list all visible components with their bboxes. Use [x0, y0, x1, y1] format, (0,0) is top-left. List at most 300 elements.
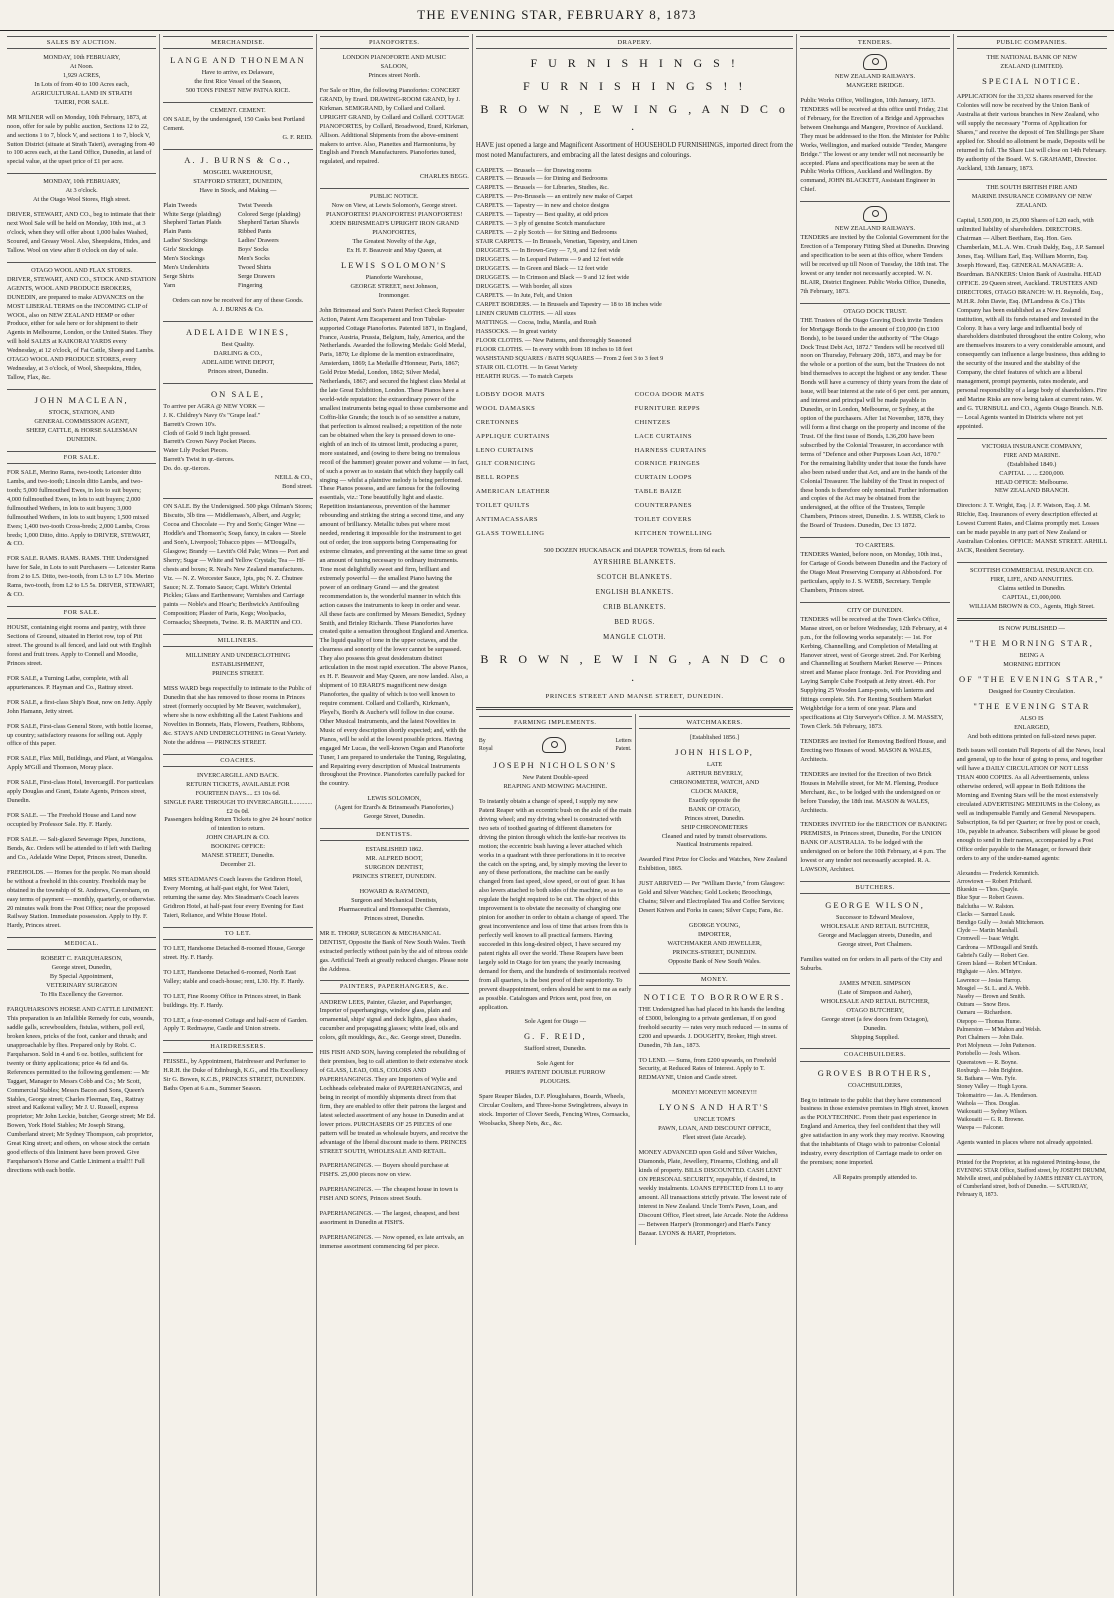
ad-body: MONEY ADVANCED upon Gold and Silver Watches, Diamonds, Plate, Jewellery, Firearms, Clothing, and all kinds of property. BILLS DISCOUNTED. CASH LENT ON PERSONAL SECURITY, repayable, if desired, in weekly instalments. LOANS EFFECTED from L1 to any amount. All transactions strictly private. The lowest rate of interest in New Zealand. Uncle Tom's Pawn, Loan, and Discount Office, Fleet street, late Arcade. Note the Address — Between Harper's (Ironmonger) and Hart's Fancy Bazaar. LYONS & HART, Proprietors.	[638, 1149, 789, 1237]
borrowers-notice-title: NOTICE TO BORROWERS.	[643, 991, 786, 1002]
drapery-grid-item: CURTAIN LOOPS	[634, 474, 693, 482]
ad-line: NEW ZEALAND RAILWAYS.	[834, 73, 916, 81]
divider	[163, 149, 312, 150]
ad-line: At the Otago Wool Stores, High street.	[32, 196, 131, 204]
ad-signature: LEWIS SOLOMON,	[367, 795, 421, 803]
masthead-title: THE EVENING STAR, FEBRUARY 8, 1873	[417, 7, 697, 22]
blanket-item: BED RUGS.	[614, 618, 655, 626]
drapery-items	[476, 167, 794, 383]
ad-line: "THE EVENING STAR	[973, 700, 1091, 711]
towels-line: 500 DOZEN HUCKABACK and DIAPER TOWELS, from 6d each.	[543, 547, 726, 555]
divider	[163, 321, 312, 322]
ad-line: UNCLE TOM'S	[694, 1116, 735, 1124]
piano-saloon-ad	[320, 54, 469, 81]
ad-line: VETERINARY SURGEON	[46, 982, 118, 990]
ad-line: Sole Agent for Otago —	[524, 1018, 587, 1026]
divider	[800, 537, 949, 538]
agent-item: Port Molyneux — John Patterson.	[956, 1043, 1036, 1050]
ad-line: Ironmonger.	[378, 291, 410, 299]
auction-ad-wool	[7, 178, 156, 205]
ad-line: Fleet street (late Arcade).	[682, 1134, 747, 1142]
stock-item: Shepherd Tartan Shawls	[237, 219, 299, 227]
stock-item: Serge Drawers	[237, 273, 276, 281]
agents-list	[957, 870, 1107, 1133]
label-line: Patent.	[615, 746, 632, 752]
agent-item: Warepa — Falconer.	[956, 1125, 1005, 1132]
stock-item: White Serge (plaiding)	[163, 210, 221, 218]
ad-name: ON SALE,	[211, 388, 265, 399]
stock-item: Men's Stockings	[163, 255, 205, 263]
drapery-item: CARPETS. — 3 ply of genuine Scotch manufacture	[475, 220, 606, 228]
ad-body: Directors: J. T. Wright, Esq. | J. F. Watson, Esq. J. M. Ritchie, Esq. Insurances of every description effected at Lowest Current Rates, and Claims promptly met. Losses can be made payable in any part of New Zealand or Australian Colonies. OFFICE: MANSE STREET. ARHILL JACK, Resident Secretary.	[956, 502, 1107, 555]
ad-line: SALOON,	[380, 63, 408, 71]
ad-body: For Sale or Hire, the following Pianofortes: CONCERT GRAND, by Erard. DRAWING-ROOM GRAND, by J. Kirkman. SEMIGRAND, by Collard and Collard. UPRIGHT GRAND, by Collard and Collard. COTTAGE PIANOFORTES, by Collard, Broadwood, Erard, Kirkman, Allison. Additional Shipments from the above-eminent makers to arrive. Also, Pianettes and Harmoniums, by English and French Manufacturers. Pianofortes tuned, regulated, and repaired.	[319, 86, 469, 166]
ad-name: ADELAIDE WINES,	[185, 326, 290, 337]
section-header: WATCHMAKERS.	[639, 716, 791, 729]
stock-item: Girls' Stockings	[163, 246, 204, 254]
drapery-item: CARPETS. — Tapestry — in new and choice designs	[475, 202, 610, 210]
ad-body: ON SALE. By the Undersigned. 500 pkgs Oilman's Stores; Biscuits, 3lb tins — Middlemass's, Albert, and Argyle; Cocoa and Chocolate — Fry and Son's; Ginger Wine — Hoddle's and Thomson's; Soap, fancy, in cakes — Steele and Son's, Liverpool; Tobacco pipes — M'Dougall's, Glasgow; Brandy — Levitt's Old Pale; Wines — Port and Sherry; Sugar — White and Yellow Crystals; Tea — Hf-chests and boxes; R. Neal's New Zealand manufactures. Viz. — N. Z. Worcester Sauce, 1pts, pts; N. Z. Chutnee Sauce; N. Z. Tomato Sauce; Capt. White's Oriental Pickles; Glass and Earthenware; Varnishes and Carriage paints — Noble's and Hoar's; Berthwick's Antifouling Composition; Plaster of Paris, Kegs; Woolpacks, Cornsacks; Sheepnets, Twine. R. B. MARTIN and CO.	[163, 503, 313, 627]
ad-line: BANK OF OTAGO,	[688, 805, 741, 813]
ad-body: John Brinsmead and Son's Patent Perfect Check Repeater Action, Patent Arm Escapement and Iron Tubular-supported Cottage Pianofortes. Patented 1871, in England, France, Austria, Prussia, Belgium, Italy, America, and the Netherlands. Awarded the following Medals: Gold Medal, Paris, 1870; Le diplome de la mention extraordinaire, Amsterdam, 1869; La Medaille d'Honneur, Paris, 1867; Gold Prize Medal, London, 1862; Silver Medal, Netherlands, 1867; and secured the highest class Medal at the late Great Exhibition, London. These Pianos have a world-wide reputation: the extraordinary power of the smallest instruments being equal to those cumbersome and Coffin-like Grands; the touch is of so sensitive a nature, that perfection is almost realised; a repetition of the note can be obtained when the key is pressed down to one-eighth of an inch of its utmost limit, producing a purer, more sustained, and (owing to there being no tremulous recoil of the hammer) greater power and volume — in fact, of such a power as to sustain that which they happily call singing — whilst a plaintive melody is being performed. These Pianos possess, and are famous for the following essentials, viz.: Tone beautifully light and elastic. Repetition instantaneous, prevention of the hammer rebounding and striking the string a second time, and any amount of brilliancy. Metallic tubes put where most needed, rendering it impossible for the instrument to get out of order, the iron supports being Compensating for extreme climates, and preventing at the same time so great an amount of tuning necessary to ordinary instruments. Tone most delightfully sweet and firm, brilliant and extremely powerful — the smallest Piano having the power of an ordinary Grand — and the greatest recommendation is, the wonderful manner in which this action causes the instruments to keep in order and wear. All these facts are confirmed by Messrs Benedict, Sydney Smith, and Brinley Richards. These Pianofortes have created quite a sensation throughout England and America. The liquid quality of tone in the upper octaves, and the clearness and sonority of the lower cannot be surpassed. They also possess this great desideratum distinct articulation in the most rapid execution. The above Pianos, ex H. F. Beauvoir and May Queen, are now landed. Also, a shipment of 10 ERARD'S magnificent new design Pianofortes, the quality of which is too well known to require comment. Collard and Collard's, Kirkman's, Pleyel's, Bord's & Aucher's will follow in due course. Other Musical Instruments, and the latest Novelties in Music of every description shortly expected; and, with the Pianos, will be sold at the lowest possible prices. Having engaged Mr Lucas, the well-known Organ and Pianoforte Tuner, I am prepared to undertake the Tuning, Regulating, and Repairing every description of Musical Instruments throughout the Province. Pianofortes carefully packed for the country.	[319, 306, 469, 788]
farquharson-ad	[7, 955, 156, 1000]
ad-name: JAMES M'NEIL SIMPSON	[839, 979, 911, 987]
ad-line: Pharmaceutical and Homoepathic Chemists,	[338, 905, 451, 913]
ad-line: GEORGE STREET, next Johnson,	[350, 282, 438, 290]
blanket-item: MANGLE CLOTH.	[603, 633, 667, 641]
divider	[957, 1154, 1107, 1155]
ad-line: LATE	[706, 761, 723, 768]
agent-item: Blue Spur — Robert Graves.	[956, 895, 1024, 902]
stock-item: Boys' Socks	[237, 246, 269, 254]
ad-name: THE NATIONAL BANK OF NEW	[986, 54, 1078, 62]
drapery-grid-item: TOILET QUILTS	[475, 501, 530, 509]
drapery-grid-item: KITCHEN TOWELLING	[634, 529, 713, 537]
ad-line: Princes street, Dunedin.	[684, 814, 745, 822]
ad-line: BOOKING OFFICE:	[210, 843, 265, 851]
ad-line: OTAGO BUTCHERY,	[846, 1006, 904, 1014]
agent-item: Tokomairiro — Jas. A. Henderson.	[956, 1092, 1038, 1099]
column-tenders	[797, 34, 953, 1596]
ad-body: FARQUHARSON'S HORSE AND CATTLE LINIMENT. This preparation is an Infallible Remedy for cuts, wounds, saddle galls, screwboulders, fistulas, withers, poll evil, broken knees, pricks of the foot, canker and thrush; and unapproachable by flies. Prepared only by Robt. C. Farquharson. Sold in 4 and 6 oz. bottles, sufficient for twenty or thirty applications; price 4s 6d and 6s. References permitted to the following gentlemen: — Mr Taggart, Manager to Messrs Cobb and Co.; Mr Scott, Commercial Stables; Messrs Bacon and Sons, Queen's Stables, George street; Charles Fleeman, Esq., Rattray street and Kaikorai valley; Mr J. U. Russell, express proprietor; Mr John Leckie, butcher, George street; Mr Ed. Bowen, York Hotel Stables; Mr Joseph Strang, Cumberland street; Mr Sydney Thompson, cab proprietor, Great King street; and others, on whose stock the certain good effects of this liniment have been proved. Give Farquharson's Horse and Cattle Liniment a trial!!! Full directions with each bottle.	[7, 1006, 156, 1174]
ad-line: Cloth of Gold 9 inch light pressed.	[163, 429, 251, 437]
ad-line: ZEALAND (LIMITED).	[1000, 63, 1064, 71]
simpson-butcher-ad	[800, 980, 949, 1043]
george-wilson-ad	[800, 899, 949, 950]
agent-item: Waihola — Thos. Douglas.	[956, 1100, 1020, 1107]
ad-line: BEING A	[1019, 651, 1045, 659]
drapery-grid-item: CORNICE FRINGES	[634, 460, 701, 468]
agent-item: Clyde — Martin Marshall.	[956, 928, 1019, 935]
millinery-ad	[163, 652, 312, 679]
divider	[163, 383, 312, 384]
ad-line: Designed for Country Circulation.	[988, 687, 1076, 695]
agent-item: Oamaru — Richardson.	[956, 1010, 1012, 1017]
ad-name: LEWIS SOLOMON'S	[341, 259, 448, 270]
agent-item: Cardrona — M'Dougall and Smith.	[956, 944, 1039, 951]
stock-item: Ladies' Drawers	[237, 237, 279, 245]
ad-line: MONDAY, 10th FEBRUARY,	[43, 178, 121, 186]
ad-line: Princes street North.	[368, 71, 421, 79]
agent-item: Balclutha — W. Ralston.	[956, 903, 1015, 910]
ad-body: JUST ARRIVED — Per "William Davie," from Glasgow: Gold and Silver Watches; Gold Lockets; Broochings, Chains; Silver and Electroplated Tea and Coffee Services; Desert Knives and Forks in cases; Silver Cups; Fans, &c.	[638, 880, 785, 915]
ad-line: the first Rice Vessel of the Season,	[194, 78, 282, 86]
stock-item: Colored Serge (plaiding)	[237, 210, 301, 218]
ad-line: ENLARGED,	[1014, 723, 1050, 731]
ad-signature: NEILL & CO.,	[274, 474, 313, 482]
label-line: By	[478, 737, 486, 744]
ad-line: 500 TONS FINEST NEW PATNA RICE.	[185, 87, 291, 95]
agent-item: Queenstown — R. Boyne.	[956, 1059, 1018, 1066]
ad-body: TO LET, Handsome Detached 8-roomed House, George street. Hy. F. Hardy.	[163, 944, 305, 961]
drapery-item: CARPETS. — Pro-Brussels — an entirely new make of Carpet	[475, 193, 633, 201]
drapery-item: DRUGGETS. — In Leopard Patterns — 9 and 12 feet wide	[475, 256, 624, 264]
drapery-grid-item: CRETONNES	[475, 418, 520, 426]
section-header: FOR SALE.	[7, 451, 156, 464]
ad-heading: OTAGO DOCK TRUST.	[843, 307, 907, 315]
section-header: MERCHANDISE.	[163, 36, 312, 49]
scottish-commercial-ad	[957, 567, 1107, 612]
agent-item: Blueskin — Thos. Quayle.	[956, 887, 1019, 894]
divider	[7, 173, 156, 174]
agent-item: Palmerston — M'Mahon and Welsh.	[956, 1026, 1042, 1033]
ad-line: J. K. Childrey's Navy 6's "Grape leaf."	[163, 411, 261, 419]
section-header: DRAPERY.	[476, 36, 794, 49]
ad-line: Do. do. qr.-tierces.	[163, 465, 211, 473]
section-header: MEDICAL.	[7, 937, 156, 950]
ad-heading: CITY OF DUNEDIN.	[847, 606, 904, 614]
ad-line: ARTHUR BEVERLY,	[686, 769, 743, 777]
ad-name: SCOTTISH COMMERCIAL INSURANCE CO.	[970, 567, 1094, 575]
ad-line: NEW ZEALAND BRANCH.	[994, 487, 1070, 495]
ad-body: FOR SALE. RAMS. RAMS. RAMS. THE Undersigned have for Sale, in Lots to suit Purchasers — Leicester Rams from 2 to L5. Ditto, two-tooth, from L3 to L7 10s. Merino Rams, two-tooth, from L2 to L5 5s. DRIVER, STEWART, & CO.	[7, 555, 156, 599]
ad-line: OF "THE EVENING STAR,"	[959, 673, 1105, 684]
agent-item: Naseby — Brown and Smith.	[956, 993, 1026, 1000]
ad-line: CAPITAL, £1,000,000.	[1002, 593, 1062, 601]
ad-line: IMPORTER,	[697, 930, 732, 938]
agent-item: Waikouaiti — G. R. Browne.	[956, 1117, 1025, 1124]
ad-line: CLOCK MAKER,	[690, 787, 739, 795]
drapery-item: CARPETS. — 2 ply Scotch — for Sitting and Bedrooms	[475, 229, 617, 237]
drapery-item: DRUGGETS. — In Green and Black — 12 feet wide	[475, 265, 608, 273]
drapery-item: CARPETS. — Brussels — for Libraries, Studies, &c.	[475, 184, 609, 192]
boot-dentist-ad	[320, 846, 469, 882]
divider	[800, 303, 949, 304]
ad-line: ADELAIDE WINE DEPOT,	[201, 358, 275, 366]
ad-line: DUNEDIN.	[66, 435, 97, 443]
ad-line: MILLINERY AND UNDERCLOTHING	[185, 652, 291, 660]
agent-item: Green Island — Robert M'Crakan.	[956, 961, 1037, 968]
agent-item: Port Chalmers — John Dale.	[956, 1035, 1024, 1042]
agent-item: Arrowtown — Robert Pritchard.	[956, 878, 1033, 885]
ad-line: To arrive per AGRA @ NEW YORK —	[163, 402, 265, 410]
ad-line: 1,929 ACRES,	[63, 71, 101, 79]
agent-item: Roxburgh — John Brighton.	[956, 1067, 1023, 1074]
ad-body: APPLICATION for the 33,332 shares reserved for the Colonies will now be received by the Union Bank of Australia at their various branches in New Zealand, who will supply the necessary "Forms of Application for Shares," and receive the deposit of Ten Shillings per Share applied for. Should no allotment be made, Deposits will be returned in full. The Share List will close on 14th February. By authority of the Board. W. S. GRAHAME, Director. Auckland, 13th January, 1873.	[956, 93, 1107, 172]
ad-line: CHRONOMETER, WATCH, AND	[669, 778, 760, 786]
ad-line: (Agent for Erard's & Brinsmead's Pianofortes,)	[335, 804, 454, 812]
section-header: FARMING IMPLEMENTS.	[479, 716, 632, 729]
ad-body: FOR SALE, a Turning Lathe, complete, with all appurtenances. P. Hayman and Co., Rattray street.	[7, 674, 134, 691]
drapery-grid-item: AMERICAN LEATHER	[475, 488, 551, 496]
divider	[163, 498, 312, 499]
invercargill-coach-ad	[163, 772, 312, 870]
drapery-item: CARPETS. — Brussels — for Drawing rooms	[475, 166, 592, 174]
ad-line: TAIERI, FOR SALE.	[54, 98, 109, 106]
agent-item: Stoney Valley — Hugh Lyons.	[956, 1084, 1028, 1091]
drapery-grid-item: APPLIQUE CURTAINS	[475, 432, 550, 440]
ad-line: Claims settled in Dunedin.	[998, 584, 1066, 592]
ad-body: TENDERS are invited for the Erection of two Brick Houses in Melville street, for Mr M. Fleming, Produce Merchant, &c., to be lodged with the undersigned on or before Tuesday, the 18th inst. MASON & WALES, Architects.	[800, 770, 941, 814]
drapery-item: STAIR CARPETS. — In Brussels, Venetian, Tapestry, and Linen	[475, 238, 637, 246]
section-header: TO LET.	[163, 927, 312, 940]
ad-signature: A. J. BURNS & Co.	[212, 305, 264, 313]
howard-raymond-ad	[320, 888, 469, 924]
auction-ad-strath-taieri	[7, 54, 156, 108]
ad-line: To His Excellency the Governor.	[40, 991, 123, 999]
ad-line: ALSO IS	[1020, 714, 1044, 722]
agent-item: Bendigo Gully — Josiah Mitchenson.	[956, 919, 1045, 926]
ad-line: AGRICULTURAL LAND IN STRATH	[31, 89, 133, 97]
section-header: COACHBUILDERS.	[800, 1048, 949, 1061]
ad-line: MARINE INSURANCE COMPANY OF NEW ZEALAND.	[971, 193, 1092, 210]
ad-line: SURGEON DENTIST,	[364, 864, 424, 872]
ad-name: LYONS AND HART'S	[659, 1102, 770, 1113]
ad-line: At Noon.	[69, 63, 94, 71]
ad-line: WHOLESALE AND RETAIL BUTCHER,	[820, 923, 930, 931]
ad-line: JOHN CHAPLIN & CO.	[206, 834, 270, 842]
ad-name: G. F. REID,	[523, 1031, 587, 1042]
blanket-item: SCOTCH BLANKETS.	[596, 573, 673, 581]
mangere-heading	[800, 73, 949, 91]
agent-item: Alexandra — Frederick Kemmitch.	[956, 870, 1040, 877]
ad-body: MISS WARD begs respectfully to intimate to the Public of Dunedin that she has removed to those rooms in Princes street (formerly occupied by Mr Beaver, watchmaker), where she is now exhibiting all the Latest Fashions and Novelties in Bonnets, Hats, Flowers, Feathers, Ribbons, &c. STAYS AND UNDERCLOTHING in Great Variety. Note the address — PRINCES STREET.	[163, 685, 312, 746]
ad-signature: CHARLES BEGG.	[419, 173, 469, 181]
page-columns	[4, 34, 1110, 1596]
ad-body: PAPERHANGINGS. — Buyers should purchase at FISH'S. 25,000 pieces now on view.	[319, 1162, 449, 1179]
blanket-item: ENGLISH BLANKETS.	[595, 588, 674, 596]
groves-ad	[800, 1067, 949, 1091]
drapery-item: HASSOCKS. — In great variety	[475, 328, 557, 336]
ad-name: ROBERT C. FARQUHARSON,	[40, 955, 123, 963]
neill-tobacco-ad	[163, 388, 312, 492]
blanket-item: CRIB BLANKETS.	[603, 603, 667, 611]
ad-line: Shipping Supplied.	[850, 1033, 900, 1041]
lange-thoneman-ad	[163, 54, 312, 96]
drapery-item: MATTINGS. — Cocoa, India, Manila, and Rush	[475, 319, 597, 327]
ad-line: Orders can now be received for any of these Goods.	[172, 296, 304, 304]
drapery-item: DRUGGETS. — In Brown-Grey — 7, 9, and 12 feet wide	[475, 247, 621, 255]
ad-name: LANGE AND THONEMAN	[170, 55, 306, 66]
ad-line: The Greatest Novelty of the Age,	[352, 237, 437, 245]
ad-body: TO LET, Handsome Detached 6-roomed, North East Valley; stable and coach-house; rent, L30. Hy. F. Hardy.	[163, 968, 305, 985]
ad-body: Agents wanted in places where not already appointed.	[956, 1138, 1093, 1146]
ad-line: CAPITAL ... ... £200,000.	[999, 469, 1065, 477]
ad-name: GROVES BROTHERS,	[817, 1067, 933, 1078]
blankets-list	[476, 556, 794, 646]
stock-item: Shepherd Tartan Plaids	[163, 219, 222, 227]
ad-body: Families waited on for orders in all parts of the City and Suburbs.	[800, 956, 942, 972]
section-header: PIANOFORTES.	[320, 36, 469, 49]
drapery-grid-item: BELL ROPES	[475, 474, 520, 482]
ad-signature: G. F. REID.	[282, 133, 313, 141]
drapery-item: DRUGGETS. — With border, all sizes	[475, 283, 573, 291]
ad-line: ON SALE, by the undersigned, 150 Casks best Portland Cement.	[163, 115, 305, 132]
divider	[7, 262, 156, 263]
ad-line: PIRIE'S PATENT DOUBLE FURROW	[505, 1069, 606, 1077]
ad-body: DRIVER, STEWART, AND CO., beg to intimate that their next Wool Sale will be held on Monday, 10th inst., at 3 o'clock, when they will offer about 1,000 bales Washed, Scoured, and Greasy Wool. Also, Sheepskins, Hides, and Tallow. Wool on view after 8 o'clock on day of sale.	[7, 211, 156, 254]
drapery-item: FLOOR CLOTHS. — New Patterns, and thoroughly Seasoned	[475, 337, 632, 345]
ad-line: Successor to Edward Mealove,	[836, 914, 915, 922]
ad-line: Princes street, Dunedin.	[207, 367, 269, 375]
ad-body: FOR SALE. — Salt-glazed Sewerage Pipes, Junctions, Bends, &c. Orders will be attended to if left with Darling and Co., Adelaide Wine Depot, Princes street, Dunedin.	[7, 835, 152, 861]
ad-line: Dunedin.	[863, 1024, 887, 1032]
ad-line: GENERAL COMMISSION AGENT,	[34, 418, 129, 426]
furnishings-title: F U R N I S H I N G S !	[530, 56, 739, 71]
ad-line: PIANOFORTES! PIANOFORTES! PIANOFORTES!	[326, 211, 463, 219]
ad-line: Nautical Instruments repaired.	[676, 841, 753, 849]
divider	[476, 707, 794, 710]
coat-of-arms-icon	[863, 54, 887, 70]
section-header: HAIRDRESSERS.	[163, 1040, 312, 1053]
ad-line: MORNING EDITION	[1003, 660, 1061, 668]
section-header: PUBLIC COMPANIES.	[957, 36, 1107, 49]
ad-line: STOCK, STATION, AND	[48, 409, 115, 417]
drapery-item: HEARTH RUGS. — To match Carpets	[475, 373, 573, 381]
solomon-signature	[320, 795, 469, 822]
ad-line: WATCHMAKER AND JEWELLER,	[667, 939, 762, 947]
ad-body: TENDERS Wanted, before noon, on Monday, 10th inst., for Cartage of Goods between Dunedin and the Factory of the Otago Meat Preserving Company at Abbotsford. For particulars, apply to J. S. WEBB, Secretary. Temple Chambers, Princes street.	[800, 551, 948, 594]
ad-line: By Special Appointment,	[49, 973, 114, 981]
drapery-grid	[476, 388, 794, 540]
stock-item: Men's Socks	[237, 255, 270, 263]
coat-of-arms-icon	[863, 206, 887, 222]
drapery-item: CARPETS. — Tapestry — Best quality, at odd prices	[475, 211, 609, 219]
ad-body: To instantly obtain a change of speed, I supply my new Patent Reaper with an eccentric bush on the axle of the main driving wheel; and my driving wheel is constructed with two sets of toothed gearing of different diameters for driving the pinion through which the knife-bar receives its motion; the eccentric bush having a lever attached which works in a quadrant with three perforations in it to receive the catch on the spring, and, by simply moving the lever to any of these perforations, the machine can be easily changed from fast speed, slow speed, or out of gear. It has also levers attached to both sides of the machine, so as to regulate the height required to be cut. The object of this improvement is to obviate the necessity of changing one pinion for another in order to obtain a change of speed. The great inconvenience and loss of time that arises from this is perfectly well known to all practical farmers. Having succeeded in this long-desired object, I have secured my patent rights all over the world. These Reapers have been largely sold in Otago for ten years; the yearly increasing demand for them, and the hundreds of testimonials received from all quarters, is the best proof of their superiority. To prevent disappointment, orders should be sent to me as early as possible. Catalogues and Prices sent, post free, on application.	[478, 797, 632, 1011]
stock-item: Yarn	[163, 282, 176, 290]
ad-line: Barrett's Crown 10's.	[163, 420, 217, 428]
ad-body: ANDREW LEES, Painter, Glazier, and Paperhanger, Importer of paperhangings, window glass, plain and ornamental, ships' signal and deck lights, glass shades, cucumber and propagating glasses; white lead, oils and colors, gilt mouldings, &c., &c. George street, Dunedin.	[319, 998, 462, 1042]
reid-sole-agent	[479, 1018, 632, 1054]
agent-item: Gabriel's Gully — Robert Gee.	[956, 952, 1029, 959]
ad-line: COACHBUILDERS,	[847, 1081, 903, 1089]
ad-heading: TO CARTERS.	[855, 542, 895, 550]
ad-line: Barrett's Twist in qr.-tierces.	[163, 456, 235, 464]
ad-footer: All Repairs promptly attended to.	[832, 1174, 918, 1182]
ad-body: Public Works Office, Wellington, 10th January, 1873. TENDERS will be received at this office until Friday, 21st of February, for the Erection of a Bridge and Approaches between Onehunga and Mangere, Province of Auckland. They must be addressed to the Hon. the Minister for Public Works, Wellington, and marked outside "Tender, Mangere Bridge." The lowest or any tender will not necessarily be accepted. Plans and specifications may be seen at the Public Works Offices, Auckland and Wellington. By command, JOHN BLACKETT, Assistant Engineer in Chief.	[800, 96, 950, 194]
drapery-grid-item: TOILET COVERS	[634, 515, 692, 523]
ad-line: MANSE STREET, Dunedin.	[201, 852, 275, 860]
ad-name: GEORGE WILSON,	[825, 900, 925, 911]
ad-body: PAPERHANGINGS. — The largest, cheapest, and best assortment in Dunedin at FISH'S.	[319, 1210, 460, 1227]
ad-line: PAWN, LOAN, AND DISCOUNT OFFICE,	[658, 1125, 771, 1133]
ad-body: Both issues will contain Full Reports of all the News, local and general, up to the hour of going to press, and together will have a DAILY CIRCULATION OF NOT LESS THAN 4000 COPIES. As all Advertisements, unless otherwise ordered, will appear in Both Editions the Morning and Evening Stars will be the most extensively circulated ADVERTISING MEDIUMS in the Colony, as well as indispensable Family and General Newspapers. Subscription, 6s 6d per Quarter; or free by post or coach, 10s, payable in advance. Subscribers will please be good enough to send in their names, accompanied by a Post Office order payable to the Manager, or forward their orders to any of the under-named agents:	[956, 747, 1106, 862]
column-drapery	[473, 34, 798, 1596]
stock-item: Plain Pants	[163, 228, 192, 236]
ad-line: George and Maclaggan streets, Dunedin, and	[818, 932, 932, 940]
drapery-grid-item: GLASS TOWELLING	[475, 529, 545, 537]
ad-line: Opposite Bank of New South Wales.	[668, 957, 761, 965]
divider	[800, 201, 949, 202]
ad-line: FIRE, LIFE, AND ANNUITIES.	[990, 575, 1074, 583]
ad-body: FOR SALE, Flax Mill, Buildings, and Plant, at Wangaloa. Apply M'Gill and Thomson, Moray place.	[7, 755, 154, 772]
brown-ewing-name: B R O W N , E W I N G , A N D C o .	[480, 652, 789, 684]
ad-line: FOURTEEN DAYS.... £3 10s 6d.	[195, 789, 281, 797]
victoria-insurance-heading	[957, 443, 1107, 497]
ad-name: A. J. BURNS & Co.,	[184, 154, 292, 165]
ad-name: JOHN MACLEAN,	[34, 395, 129, 406]
divider	[7, 389, 156, 390]
ad-line: December 21.	[220, 861, 256, 869]
ad-line: PRINCES-STREET, DUNEDIN.	[672, 948, 757, 956]
drapery-grid-item: CHINTZES	[634, 418, 671, 426]
section-header: MONEY.	[639, 973, 791, 986]
drapery-item: CARPET BORDERS. — In Brussels and Tapestry — 18 to 18 inches wide	[475, 301, 662, 309]
stock-item: Ladies' Stockings	[163, 237, 208, 245]
divider	[800, 602, 949, 603]
stock-item: Twoed Shirts	[237, 264, 272, 272]
ad-line: PRINCES STREET, DUNEDIN.	[352, 873, 436, 881]
ad-body: HOUSE, containing eight rooms and pantry, with three Sections of Ground, situated in Heriot row, top of Pitt street. The ground is all fenced, and laid out with English forest and fruit trees. Apply to Connell and Moodie, Princes street.	[7, 624, 152, 667]
drapery-grid-item: GILT CORNICING	[475, 460, 536, 468]
ad-line: Barrett's Crown Navy Pocket Pieces.	[163, 438, 257, 446]
ad-line: RETURN TICKETS, AVAILABLE FOR	[186, 780, 290, 788]
drapery-grid-item: COUNTERPANES	[634, 501, 693, 509]
adelaide-wines-ad	[163, 326, 312, 377]
ad-line: IS NOW PUBLISHED —	[998, 624, 1065, 632]
ad-body: PAPERHANGINGS. — Now opened, ex late arrivals, an immense assortment commencing 6d per piece.	[319, 1234, 464, 1251]
ad-line: Cleaned and rated by transit observations.	[661, 832, 768, 840]
royal-label	[479, 737, 493, 753]
ad-line: George Street, Dunedin.	[363, 813, 425, 821]
burns-ad	[163, 154, 312, 196]
ad-line: George street (a few doors from Octagon),	[821, 1015, 929, 1023]
agent-item: Cromwell — Isaac Wright.	[956, 936, 1020, 943]
ad-line: Sole Agent for	[536, 1060, 574, 1068]
cement-ad	[163, 107, 312, 143]
ad-body: MRS STEADMAN'S Coach leaves the Gridiron Hotel, Every Morning, at half-past eight, for West Taieri, returning the same day. Mrs Steadman's Coach leaves Gridiron Hotel, at half-past four every Evening for East Taieri, Reliance, and White House Hotel.	[163, 876, 304, 919]
drapery-grid-item: HARNESS CURTAINS	[634, 446, 707, 454]
ad-name: THE SOUTH BRITISH FIRE AND	[986, 184, 1078, 192]
masthead	[0, 0, 1114, 31]
nicholson-ad	[479, 759, 632, 792]
section-header: MILLINERS.	[163, 634, 312, 647]
agent-item: Waikouaiti — Sydney Wilson.	[956, 1109, 1028, 1115]
section-header: BUTCHERS.	[800, 881, 949, 894]
drapery-item: WASHSTAND SQUARES / BATH SQUARES — From 2 feet 3 to 3 feet 9	[475, 355, 664, 363]
divider	[163, 102, 312, 103]
section-header: COACHES.	[163, 754, 312, 767]
ad-line: At 3 o'clock.	[65, 187, 98, 195]
solomon-notice	[320, 193, 469, 300]
ad-body: THE Undersigned has had placed in his hands the lending of £3000, belonging to a private gentleman, if on good freehold security — rates very much reduced — in sums of £200 and upwards. J. DOUGHTY, Broker, High street. Dunedin, 7th Jan., 1873.	[638, 1005, 788, 1049]
ad-name: MR. ALFRED BOOT,	[365, 855, 423, 863]
ad-line: Ex H. F. Beauvoir and May Queen, at	[346, 246, 442, 254]
ad-body: MR E. THORP, SURGEON & MECHANICAL DENTIST, Opposite the Bank of New South Wales. Teeth extracted perfectly without pain by the aid of nitrous oxide gas. Artificial Teeth at greatly reduced charges. Please note the Address.	[319, 929, 469, 973]
ad-body: Beg to intimate to the public that they have commenced business in those extensive premises in High street, known as the POLYTECHNIC. From their past experience in England and America, they feel confident that they will give satisfaction in any work they may receive. Knowing that the inhabitants of Otago wish to patronise Colonial industry, every description of Carriage made to order on the premises; none imported.	[800, 1096, 949, 1167]
ad-body: Spare Reaper Blades, D.F. Ploughshares, Boards, Wheels, Circular Coulters, and Three-horse Swingletrees, always in stock. Importer of Clover Seeds, Fencing Wires, Cornsacks, Woolsacks, Sheep Nets, &c., &c.	[478, 1093, 630, 1127]
ad-body: FOR SALE. — The Freehold House and Land now occupied by Professor Sale. Hy. F. Hardy.	[7, 812, 137, 829]
column-merchandise	[160, 34, 316, 1596]
ad-line: Have to arrive, ex Delaware,	[201, 69, 275, 77]
agent-item: St. Bathans — Wm. Fyfe.	[956, 1076, 1017, 1083]
ad-body: TO LEND. — Sums, from £200 upwards, on Freehold Security, at Reduced Rates of Interest. Apply to T. REDMAYNE, Union and Castle street.	[638, 1056, 777, 1082]
drapery-grid-item: TABLE BAIZE	[634, 488, 682, 496]
patent-label	[616, 737, 632, 753]
drapery-address: PRINCES STREET AND MANSE STREET, DUNEDIN.	[545, 692, 724, 700]
ad-line: MOSGIEL WAREHOUSE,	[203, 168, 273, 176]
ad-name: CEMENT. CEMENT.	[210, 106, 266, 114]
